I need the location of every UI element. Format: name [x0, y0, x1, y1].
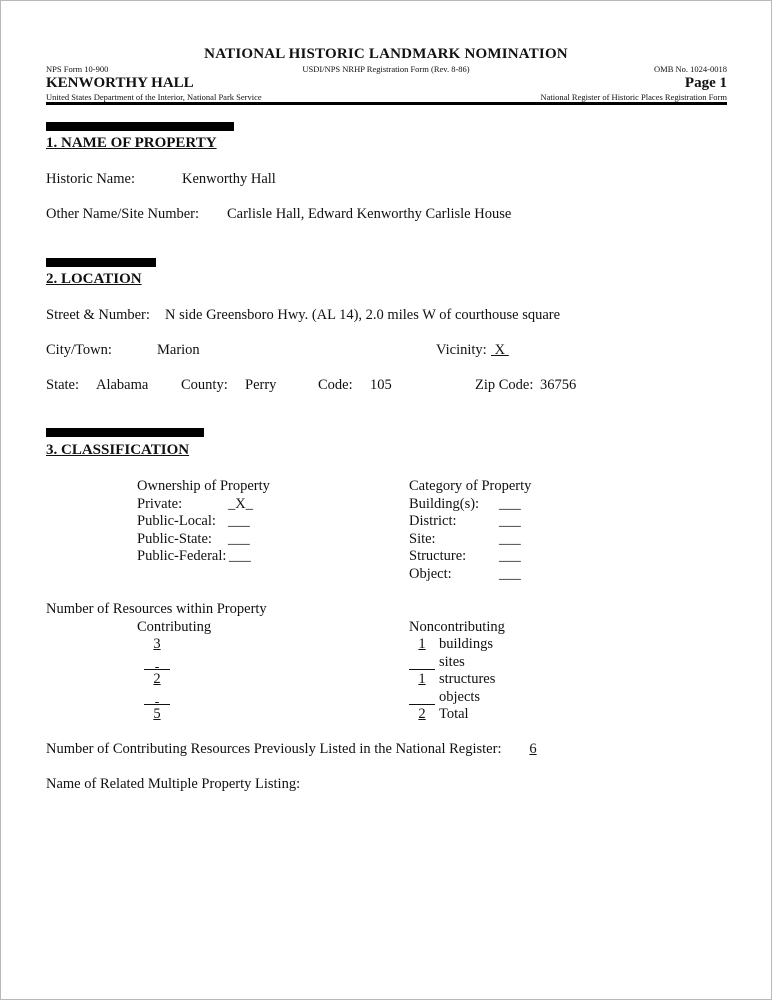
contributing-blank-line	[144, 669, 170, 670]
zip-label: Zip Code:	[475, 377, 534, 393]
ownership-label: Public-State:	[137, 531, 212, 547]
state-value: Alabama	[96, 377, 149, 393]
ownership-value: _X_	[228, 496, 253, 512]
contributing-count: 2	[153, 671, 161, 687]
category-label: Site:	[409, 531, 436, 547]
header-rule	[46, 102, 727, 105]
contributing-count: 5	[153, 706, 161, 722]
contributing-heading: Contributing	[137, 619, 212, 635]
vicinity-value: X	[491, 342, 509, 358]
contributing-blank-line	[144, 704, 170, 705]
zip-value: 36756	[540, 377, 577, 393]
department-label: United States Department of the Interior, National Park Service	[46, 92, 262, 102]
category-label: Object:	[409, 566, 452, 582]
ownership-value: ___	[228, 513, 250, 529]
county-value: Perry	[245, 377, 277, 393]
resource-type: objects	[439, 689, 481, 705]
city-label: City/Town:	[46, 342, 112, 358]
section-heading-name: 1. NAME OF PROPERTY	[46, 135, 217, 151]
other-name-value: Carlisle Hall, Edward Kenworthy Carlisle House	[227, 206, 512, 222]
category-value: ___	[499, 548, 521, 564]
category-value: ___	[499, 566, 521, 582]
code-value: 105	[370, 377, 392, 393]
noncontributing-count: 1	[418, 671, 426, 687]
property-name: KENWORTHY HALL	[46, 75, 194, 91]
resource-type: Total	[439, 706, 469, 722]
omb-number: OMB No. 1024-0018	[654, 64, 727, 74]
category-value: ___	[499, 513, 521, 529]
ownership-value: ___	[228, 531, 250, 547]
ownership-value: ___	[229, 548, 251, 564]
ownership-label: Public-Local:	[137, 513, 216, 529]
street-value: N side Greensboro Hwy. (AL 14), 2.0 miles W of courthouse square	[165, 307, 561, 323]
street-label: Street & Number:	[46, 307, 150, 323]
category-label: District:	[409, 513, 457, 529]
county-label: County:	[181, 377, 228, 393]
page-number: Page 1	[684, 75, 727, 91]
category-label: Building(s):	[409, 496, 480, 512]
ownership-label: Private:	[137, 496, 183, 512]
register-form-label: National Register of Historic Places Registration Form	[540, 92, 727, 102]
noncontributing-blank-line	[409, 669, 435, 670]
category-heading: Category of Property	[409, 478, 532, 494]
category-label: Structure:	[409, 548, 467, 564]
noncontributing-heading: Noncontributing	[409, 619, 505, 635]
previously-listed-value: 6	[529, 741, 537, 757]
code-label: Code:	[318, 377, 353, 393]
section-bar	[46, 258, 156, 267]
historic-name-value: Kenworthy Hall	[182, 171, 276, 187]
ownership-label: Public-Federal:	[137, 548, 227, 564]
document-title: NATIONAL HISTORIC LANDMARK NOMINATION	[204, 46, 568, 62]
city-value: Marion	[157, 342, 200, 358]
vicinity-label: Vicinity:	[436, 342, 487, 358]
state-label: State:	[46, 377, 80, 393]
section-bar	[46, 122, 234, 131]
contributing-count: 3	[153, 636, 161, 652]
category-value: ___	[499, 496, 521, 512]
ownership-heading: Ownership of Property	[137, 478, 270, 494]
resource-type: structures	[439, 671, 496, 687]
resources-heading: Number of Resources within Property	[46, 601, 267, 617]
category-value: ___	[499, 531, 521, 547]
noncontributing-count: 1	[418, 636, 426, 652]
section-bar	[46, 428, 204, 437]
other-name-label: Other Name/Site Number:	[46, 206, 200, 222]
form-number: NPS Form 10-900	[46, 64, 109, 74]
registration-form-label: USDI/NPS NRHP Registration Form (Rev. 8-86)	[302, 64, 470, 74]
related-listing-label: Name of Related Multiple Property Listing:	[46, 776, 301, 792]
noncontributing-count: 2	[418, 706, 426, 722]
section-heading-classification: 3. CLASSIFICATION	[46, 442, 190, 458]
previously-listed-label: Number of Contributing Resources Previously Listed in the National Register:	[46, 741, 502, 757]
noncontributing-blank-line	[409, 704, 435, 705]
resource-type: sites	[439, 654, 465, 670]
historic-name-label: Historic Name:	[46, 171, 135, 187]
section-heading-location: 2. LOCATION	[46, 271, 142, 287]
resource-type: buildings	[439, 636, 493, 652]
